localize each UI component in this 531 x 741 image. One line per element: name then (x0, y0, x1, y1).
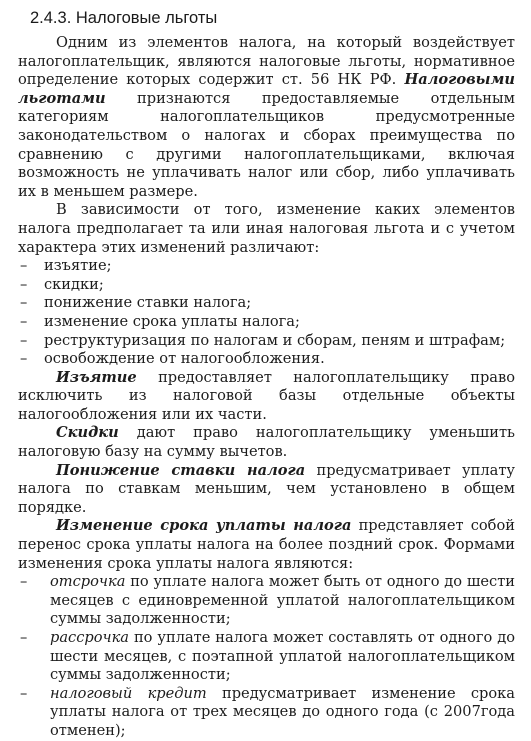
text-run: по уплате налога может составлять от одного до шести месяцев, с поэтапной уплатой налогоплательщиком суммы задолженности; (50, 629, 515, 684)
benefit-types-list (18, 257, 515, 369)
text-run: Одним из элементов налога, на который воздействует налогоплательщик, являются налоговые льготы, нормативное определение которых содержит ст. 56 НК РФ. (18, 34, 515, 89)
list-item-text: освобождение от налогообложения. (44, 350, 325, 368)
list-item (18, 629, 515, 685)
list-item (18, 294, 515, 313)
text-run: предоставляет налогоплательщику право исключить из налоговой базы отдельные объекты налогообложения или их части. (18, 368, 515, 423)
list-item-text: понижение ставки налога; (44, 294, 252, 312)
term-emphasis: Налоговыми льготами (18, 71, 515, 107)
paragraph-discounts (18, 424, 515, 461)
list-item-text: изъятие; (44, 257, 112, 275)
dash-marker: – (20, 331, 28, 349)
text-run: предусматривает изменение срока уплаты налога от трех месяцев до одного года (с 2007года отменен); (50, 684, 515, 739)
list-item-text (50, 629, 515, 685)
term-italic: рассрочка (50, 629, 130, 646)
dash-marker: – (20, 257, 28, 275)
dash-marker: – (20, 312, 28, 330)
list-item (18, 573, 515, 629)
list-item (18, 313, 515, 332)
text-run: дают право налогоплательщику уменьшить налоговую базу на сумму вычетов. (18, 424, 515, 461)
dash-marker: – (20, 684, 28, 702)
dash-marker: – (20, 573, 28, 591)
text-run: предусматривает уплату налога по ставкам меньшим, чем установлено в общем порядке. (18, 461, 515, 516)
list-item (18, 276, 515, 295)
text-run: признаются предоставляемые отдельным категориям налогоплательщиков предусмотренные законодательством о налогах и сборах преимущества по сравнению с другими налогоплательщиками, включая возможность не уплачивать налог или сбор, либо уплачивать их в меньшем размере. (18, 89, 515, 200)
term-italic: налоговый кредит (50, 684, 207, 702)
term-emphasis: Изъятие (56, 368, 137, 386)
term-emphasis: Понижение ставки налога (56, 461, 306, 479)
list-item (18, 685, 515, 741)
term-emphasis: Изменение срока уплаты налога (56, 517, 352, 535)
term-emphasis: Скидки (56, 424, 119, 442)
text-run: по уплате налога может быть от одного до шести месяцев с единовременной уплатой налогоплательщиком суммы задолженности; (50, 573, 515, 628)
paragraph-deadline-change (18, 517, 515, 573)
dash-marker: – (20, 294, 28, 312)
list-item-text (50, 573, 515, 629)
paragraph-rate-reduction (18, 462, 515, 518)
section-heading: 2.4.3. Налоговые льготы (30, 9, 218, 27)
list-item-text: скидки; (44, 275, 104, 293)
dash-marker: – (20, 629, 28, 646)
paragraph-definition (18, 34, 515, 201)
list-item-text: реструктуризация по налогам и сборам, пеням и штрафам; (44, 331, 506, 349)
dash-marker: – (20, 275, 28, 293)
list-item-text (50, 685, 515, 741)
dash-marker: – (20, 350, 28, 368)
list-item-text: изменение срока уплаты налога; (44, 312, 300, 330)
paragraph-intro: В зависимости от того, изменение каких элементов налога предполагает та или иная налоговая льгота и с учетом характера этих изменений различают: (18, 201, 515, 256)
list-item (18, 257, 515, 276)
text-run: представляет собой перенос срока уплаты налога на более поздний срок. Формами изменения срока уплаты налога являются: (18, 517, 515, 572)
list-item (18, 332, 515, 351)
term-italic: отсрочка (50, 573, 126, 591)
paragraph-exemption (18, 369, 515, 425)
deadline-forms-list (18, 573, 515, 740)
list-item (18, 350, 515, 369)
